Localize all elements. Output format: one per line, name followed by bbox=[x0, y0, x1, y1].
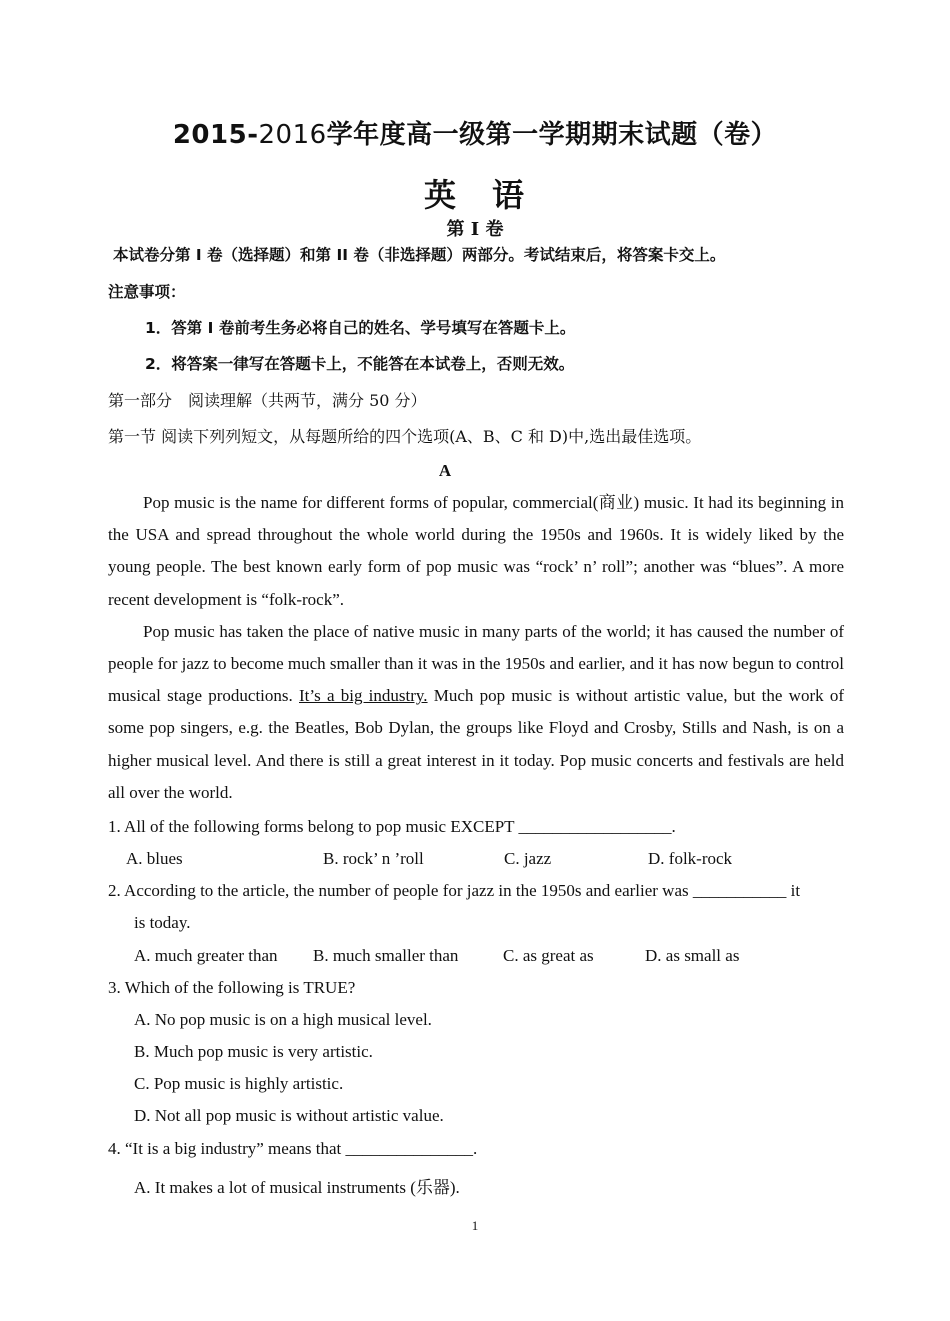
q1-option-a: A. blues bbox=[126, 849, 183, 868]
paragraph-2-start: Pop music has taken the place of native music in many parts of the world; it has caused the number of people for jazz to become much smaller than it was in the 1950s and earlier, and it has now begun to control musical stage productions. bbox=[108, 621, 844, 706]
question-2-continued: is today. bbox=[134, 913, 191, 932]
subject-heading: 英 语 bbox=[423, 176, 526, 214]
q2-option-d: D. as small as bbox=[645, 946, 740, 965]
q3-option-c: C. Pop music is highly artistic. bbox=[134, 1074, 344, 1093]
underlined-phrase: It’s a big industry. bbox=[299, 686, 428, 706]
notes-heading: 注意事项： bbox=[108, 283, 186, 301]
question-3: 3. Which of the following is TRUE? bbox=[108, 978, 356, 997]
question-1: 1. All of the following forms belong to pop music EXCEPT __________________. bbox=[108, 817, 676, 836]
q4-option-a: A. It makes a lot of musical instruments (乐器). bbox=[134, 1178, 460, 1197]
note-item-2: 2．将答案一律写在答题卡上，不能答在本试卷上，否则无效。 bbox=[145, 355, 575, 373]
title-year-start: 2015- bbox=[172, 120, 259, 150]
exam-intro: 本试卷分第 I 卷（选择题）和第 II 卷（非选择题）两部分。考试结束后，将答案卡交上。 bbox=[113, 246, 726, 264]
note-item-1: 1．答第 I 卷前考生务必将自己的姓名、学号填写在答题卡上。 bbox=[145, 319, 576, 337]
q1-option-c: C. jazz bbox=[504, 849, 552, 868]
page-number: 1 bbox=[471, 1218, 479, 1233]
passage-label: A bbox=[438, 461, 452, 480]
q1-option-b: B. rock’ n ’roll bbox=[323, 849, 424, 868]
title-text: 学年度高一级第一学期期末试题（卷） bbox=[326, 120, 778, 150]
section-heading: 第一节 阅读下列列短文，从每题所给的四个选项(A、B、C 和 D)中,选出最佳选项。 bbox=[108, 427, 702, 446]
q3-option-a: A. No pop music is on a high musical level. bbox=[134, 1010, 432, 1029]
q1-option-d: D. folk-rock bbox=[648, 849, 733, 868]
passage-paragraph-1: Pop music is the name for different forms of popular, commercial(商业) music. It had its beginning in the USA and spread throughout the whole world during the 1950s and 1960s. It is widely liked by the young people. The best known early form of pop music was “rock’ n’ roll”; another was “blues”. A more recent development is “folk-rock”. bbox=[108, 493, 844, 609]
q2-option-b: B. much smaller than bbox=[313, 946, 459, 965]
exam-title bbox=[0, 114, 950, 151]
volume-heading: 第 I 卷 bbox=[446, 219, 504, 240]
q3-option-b: B. Much pop music is very artistic. bbox=[134, 1042, 373, 1061]
q2-option-a: A. much greater than bbox=[134, 946, 278, 965]
q3-option-d: D. Not all pop music is without artistic value. bbox=[134, 1106, 444, 1125]
passage-paragraph-2 bbox=[108, 616, 844, 809]
part-heading: 第一部分 阅读理解（共两节，满分 50 分） bbox=[108, 391, 427, 410]
passage-text bbox=[108, 487, 844, 809]
question-4: 4. “It is a big industry” means that _______________. bbox=[108, 1139, 478, 1158]
paragraph-2-end: Much pop music is without artistic value, but the work of some pop singers, e.g. the Beatles, Bob Dylan, the groups like Floyd and Crosby, Stills and Nash, is on a higher musical level. And there is still a great interest in it today. Pop music concerts and festivals are held all over the world. bbox=[108, 686, 844, 802]
title-year-end: 2016 bbox=[258, 120, 327, 150]
q2-option-c: C. as great as bbox=[503, 946, 594, 965]
question-2: 2. According to the article, the number of people for jazz in the 1950s and earlier was ___________ it bbox=[108, 881, 801, 900]
